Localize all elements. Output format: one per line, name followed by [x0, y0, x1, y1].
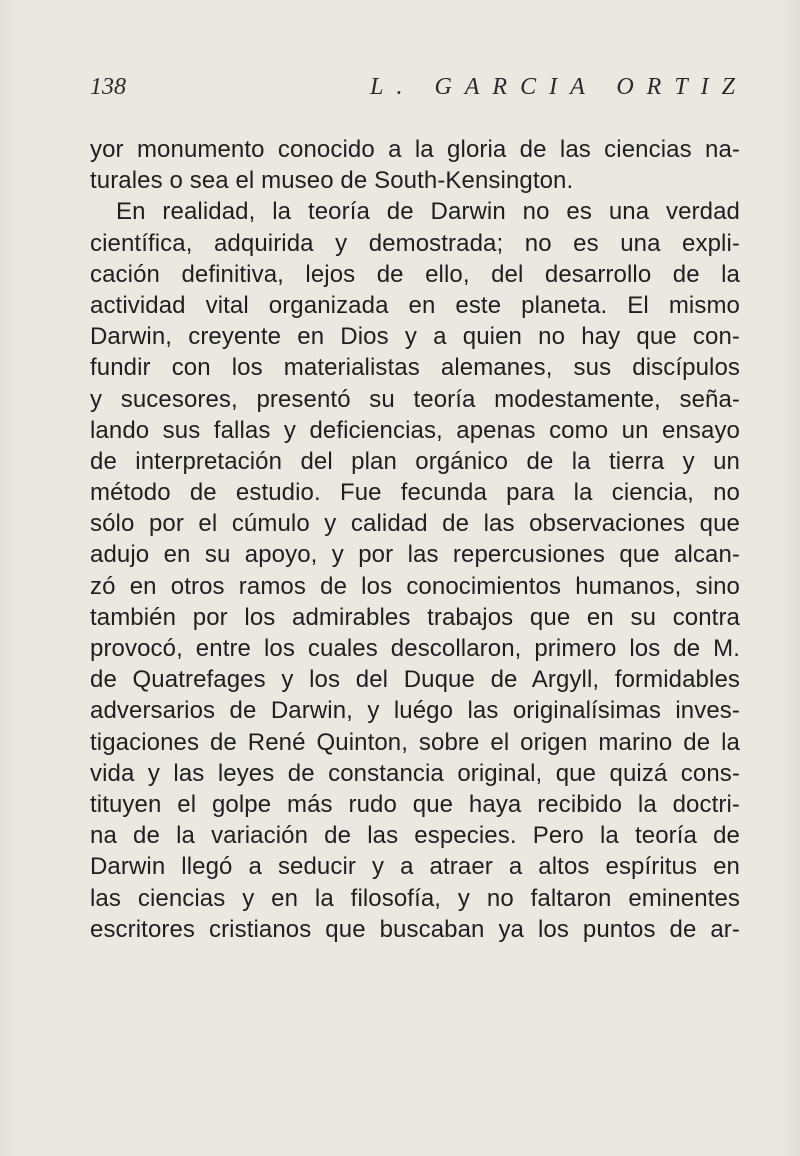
text-line: zó en otros ramos de los conocimientos humanos, sino [90, 572, 740, 600]
text-line: actividad vital organizada en este planeta. El mismo [90, 291, 740, 319]
text-line: turales o sea el museo de South-Kensington. [90, 167, 574, 195]
text-line: de Quatrefages y los del Duque de Argyll, formidables [90, 666, 740, 694]
text-line: método de estudio. Fue fecunda para la ciencia, no [90, 479, 740, 507]
text-line: vida y las leyes de constancia original, que quizá cons- [90, 759, 740, 787]
text-line: fundir con los materialistas alemanes, sus discípulos [90, 354, 740, 382]
text-line: de interpretación del plan orgánico de la tierra y un [90, 447, 740, 475]
text-line: y sucesores, presentó su teoría modestamente, seña- [90, 385, 740, 413]
page-number: 138 [90, 74, 126, 100]
text-line: escritores cristianos que buscaban ya los puntos de ar- [90, 915, 740, 943]
text-line: na de la variación de las especies. Pero la teoría de [90, 822, 740, 850]
text-line: Darwin llegó a seducir y a atraer a altos espíritus en [90, 853, 740, 881]
text-line: científica, adquirida y demostrada; no es una expli- [90, 229, 740, 257]
running-head: L. GARCIA ORTIZ [370, 74, 748, 100]
text-line: también por los admirables trabajos que en su contra [90, 603, 740, 631]
text-line: sólo por el cúmulo y calidad de las observaciones que [90, 510, 740, 538]
text-line: cación definitiva, lejos de ello, del desarrollo de la [90, 260, 740, 288]
text-line: adversarios de Darwin, y luégo las originalísimas inves- [90, 697, 740, 725]
text-line: Darwin, creyente en Dios y a quien no hay que con- [90, 323, 740, 351]
text-line: tituyen el golpe más rudo que haya recibido la doctri- [90, 790, 740, 818]
body-text [90, 134, 740, 945]
text-line: En realidad, la teoría de Darwin no es una verdad [116, 198, 740, 226]
text-line: tigaciones de René Quinton, sobre el origen marino de la [90, 728, 740, 756]
text-line: adujo en su apoyo, y por las repercusiones que alcan- [90, 541, 740, 569]
text-line: yor monumento conocido a la gloria de las ciencias na- [90, 136, 740, 163]
page-header [90, 74, 748, 108]
text-line: las ciencias y en la filosofía, y no faltaron eminentes [90, 884, 740, 912]
text-line: provocó, entre los cuales descollaron, primero los de M. [90, 635, 740, 662]
text-line: lando sus fallas y deficiencias, apenas como un ensayo [90, 416, 740, 444]
